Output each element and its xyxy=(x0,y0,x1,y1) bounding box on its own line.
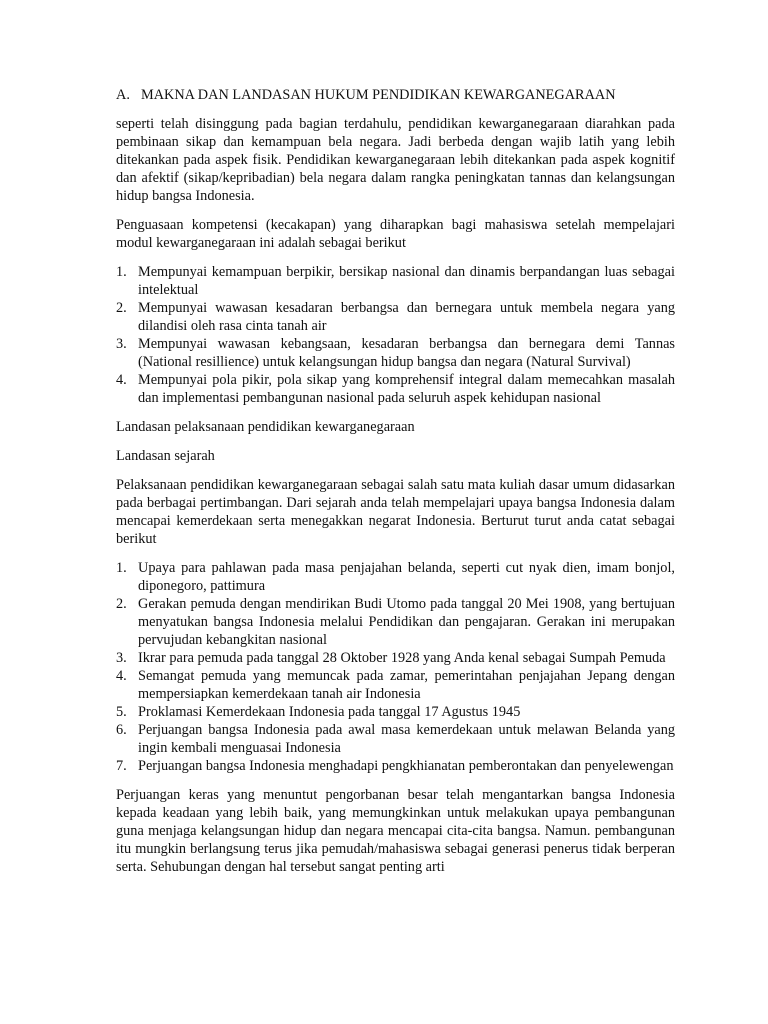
list-item-number: 2. xyxy=(116,300,127,316)
list-item-number: 1. xyxy=(116,264,127,280)
list-item-text: Ikrar para pemuda pada tanggal 28 Oktober 1928 yang Anda kenal sebagai Sumpah Pemuda xyxy=(138,650,666,666)
list-item-text: Mempunyai pola pikir, pola sikap yang komprehensif integral dalam memecahkan masalah dan implementasi pembangunan nasional pada seluruh aspek kehidupan nasional xyxy=(138,372,675,406)
list-item xyxy=(116,595,675,649)
list-item xyxy=(116,721,675,757)
list-item-number: 4. xyxy=(116,372,127,388)
list-item xyxy=(116,703,675,721)
list-item-text: Perjuangan bangsa Indonesia menghadapi pengkhianatan pemberontakan dan penyelewengan xyxy=(138,758,674,774)
list-item xyxy=(116,335,675,371)
list-item-text: Gerakan pemuda dengan mendirikan Budi Utomo pada tanggal 20 Mei 1908, yang bertujuan menyatukan bangsa Indonesia melalui Pendidikan dan pengajaran. Gerakan ini merupakan pervujudan kebangkitan nasional xyxy=(138,596,675,648)
list-item xyxy=(116,299,675,335)
list-item xyxy=(116,757,675,775)
list-item-number: 7. xyxy=(116,758,127,774)
section-heading xyxy=(116,86,675,104)
list-item-number: 3. xyxy=(116,650,127,666)
paragraph-history: Pelaksanaan pendidikan kewarganegaraan sebagai salah satu mata kuliah dasar umum didasarkan pada berbagai pertimbangan. Dari sejarah anda telah mempelajari upaya bangsa Indonesia dalam mencapai kemerdekaan serta menegakkan negarat Indonesia. Berturut turut anda catat sebagai berikut xyxy=(116,477,675,547)
list-item xyxy=(116,559,675,595)
paragraph-intro: seperti telah disinggung pada bagian terdahulu, pendidikan kewarganegaraan diarahkan pada pembinaan sikap dan kemampuan bela negara. Jadi berbeda dengan wajib latih yang lebih ditekankan pada aspek fisik. Pendidikan kewarganegaraan lebih ditekankan pada aspek kognitif dan afektif (sikap/kepribadian) bela negara dalam rangka peningkatan tannas dan kelangsungan hidup bangsa Indonesia. xyxy=(116,116,675,204)
list-item-number: 6. xyxy=(116,722,127,738)
list-item-text: Semangat pemuda yang memuncak pada zamar, pemerintahan penjajahan Jepang dengan mempersiapkan kemerdekaan tanah air Indonesia xyxy=(138,668,675,702)
list-item-text: Perjuangan bangsa Indonesia pada awal masa kemerdekaan untuk melawan Belanda yang ingin kembali menguasai Indonesia xyxy=(138,722,675,756)
paragraph-landasan-sejarah: Landasan sejarah xyxy=(116,448,215,464)
list-item-text: Mempunyai kemampuan berpikir, bersikap nasional dan dinamis berpandangan luas sebagai intelektual xyxy=(138,264,675,298)
paragraph-competency: Penguasaan kompetensi (kecakapan) yang diharapkan bagi mahasiswa setelah mempelajari modul kewarganegaraan ini adalah sebagai berikut xyxy=(116,217,675,251)
list-item-text: Mempunyai wawasan kebangsaan, kesadaran berbangsa dan bernegara demi Tannas (National resillience) untuk kelangsungan hidup bangsa dan negara (Natural Survival) xyxy=(138,336,675,370)
list-item-number: 2. xyxy=(116,596,127,612)
document-page xyxy=(116,86,675,887)
list-item-number: 4. xyxy=(116,668,127,684)
list-item-text: Proklamasi Kemerdekaan Indonesia pada tanggal 17 Agustus 1945 xyxy=(138,704,521,720)
list-item xyxy=(116,667,675,703)
section-number: A. xyxy=(116,87,130,103)
list-item-number: 1. xyxy=(116,560,127,576)
list-item xyxy=(116,263,675,299)
list-item-text: Upaya para pahlawan pada masa penjajahan belanda, seperti cut nyak dien, imam bonjol, diponegoro, pattimura xyxy=(138,560,675,594)
history-list xyxy=(116,559,675,775)
list-item-number: 5. xyxy=(116,704,127,720)
paragraph-landasan: Landasan pelaksanaan pendidikan kewarganegaraan xyxy=(116,419,415,435)
list-item xyxy=(116,371,675,407)
paragraph-conclusion: Perjuangan keras yang menuntut pengorbanan besar telah mengantarkan bangsa Indonesia kepada keadaan yang lebih baik, yang memungkinkan untuk melakukan upaya pembangunan guna menjaga kelangsungan hidup dan negara mencapai cita-cita bangsa. Namun. pembangunan itu mungkin berlangsung terus jika pemudah/mahasiswa sebagai generasi penerus tidak berperan serta. Sehubungan dengan hal tersebut sangat penting arti xyxy=(116,787,675,875)
competency-list xyxy=(116,263,675,407)
list-item xyxy=(116,649,675,667)
section-title: MAKNA DAN LANDASAN HUKUM PENDIDIKAN KEWARGANEGARAAN xyxy=(141,87,616,103)
list-item-text: Mempunyai wawasan kesadaran berbangsa dan bernegara untuk membela negara yang dilandisi oleh rasa cinta tanah air xyxy=(138,300,675,334)
list-item-number: 3. xyxy=(116,336,127,352)
